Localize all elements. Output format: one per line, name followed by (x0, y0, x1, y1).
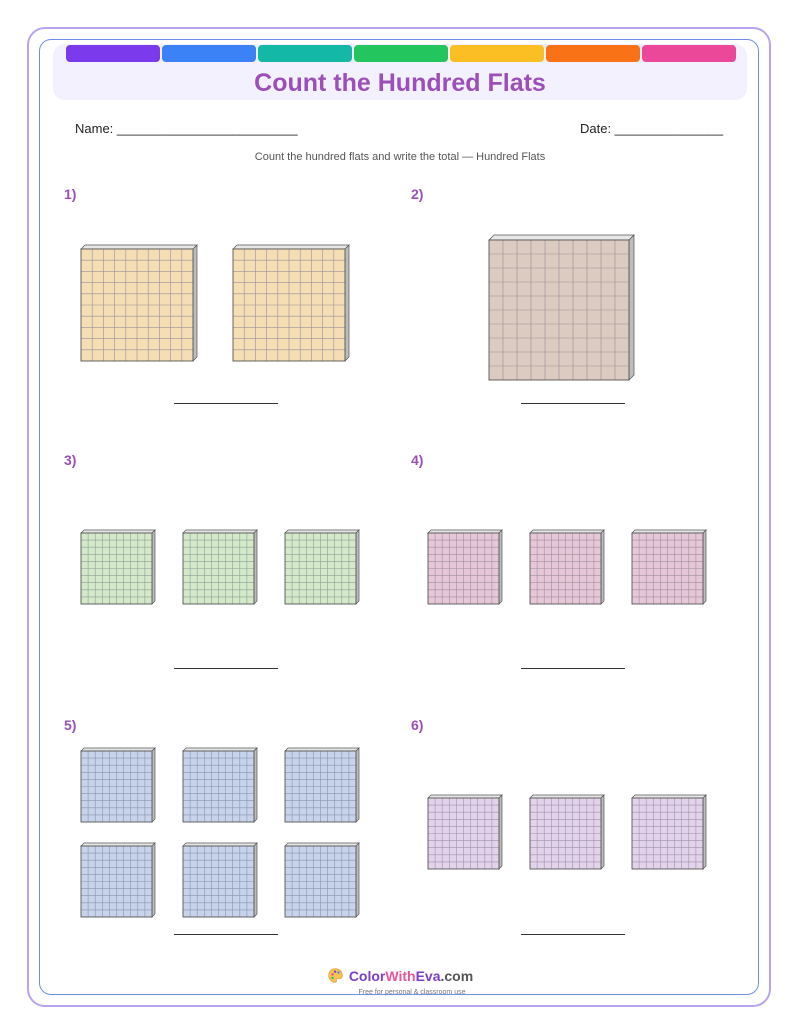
answer-line[interactable] (174, 668, 278, 669)
color-stripe (258, 45, 352, 62)
hundred-flat (285, 748, 359, 822)
color-stripe (66, 45, 160, 62)
footer-brand[interactable] (327, 967, 473, 984)
hundred-flat (530, 795, 604, 869)
hundred-flat (285, 530, 359, 604)
hundred-flat (233, 245, 349, 361)
problem-2 (411, 186, 751, 448)
color-stripe (162, 45, 256, 62)
hundred-flat (632, 795, 706, 869)
problem-number: 1) (64, 186, 77, 202)
hundred-flat (530, 530, 604, 604)
hundred-flat (183, 843, 257, 917)
hundred-flat (285, 843, 359, 917)
problem-number: 3) (64, 452, 77, 468)
palette-icon (327, 967, 344, 984)
page-title: Count the Hundred Flats (254, 69, 546, 97)
footer (0, 967, 800, 997)
problem-6 (411, 717, 751, 979)
problem-number: 2) (411, 186, 424, 202)
answer-line[interactable] (174, 934, 278, 935)
hundred-flat (632, 530, 706, 604)
answer-line[interactable] (521, 934, 625, 935)
hundred-flat (489, 235, 634, 380)
problem-1 (64, 186, 404, 448)
brand-eva-text: Eva (415, 967, 441, 984)
color-stripe (642, 45, 736, 62)
brand-with-text: With (385, 967, 416, 984)
hundred-flat (183, 530, 257, 604)
hundred-flat (428, 795, 502, 869)
problem-number: 6) (411, 717, 424, 733)
hundred-flat (183, 748, 257, 822)
problem-4 (411, 452, 751, 714)
instructions: Count the hundred flats and write the total — Hundred Flats (254, 151, 546, 163)
color-stripe (354, 45, 448, 62)
color-stripe (546, 45, 640, 62)
problem-5 (64, 717, 404, 979)
answer-line[interactable] (521, 668, 625, 669)
hundred-flat (81, 843, 155, 917)
brand-color-text: Color (348, 967, 386, 984)
problem-3 (64, 452, 404, 714)
footer-tagline: Free for personal & classroom use (358, 989, 466, 996)
answer-line[interactable] (521, 403, 625, 404)
brand-domain-text: .com (440, 967, 474, 984)
name-field[interactable]: Name: _________________________ (75, 121, 298, 136)
hundred-flat (428, 530, 502, 604)
hundred-flat (81, 245, 197, 361)
date-field[interactable]: Date: _______________ (580, 121, 724, 136)
problem-number: 4) (411, 452, 424, 468)
hundred-flat (81, 530, 155, 604)
answer-line[interactable] (174, 403, 278, 404)
hundred-flat (81, 748, 155, 822)
color-stripe (450, 45, 544, 62)
problem-number: 5) (64, 717, 77, 733)
color-stripe-row (66, 45, 736, 62)
